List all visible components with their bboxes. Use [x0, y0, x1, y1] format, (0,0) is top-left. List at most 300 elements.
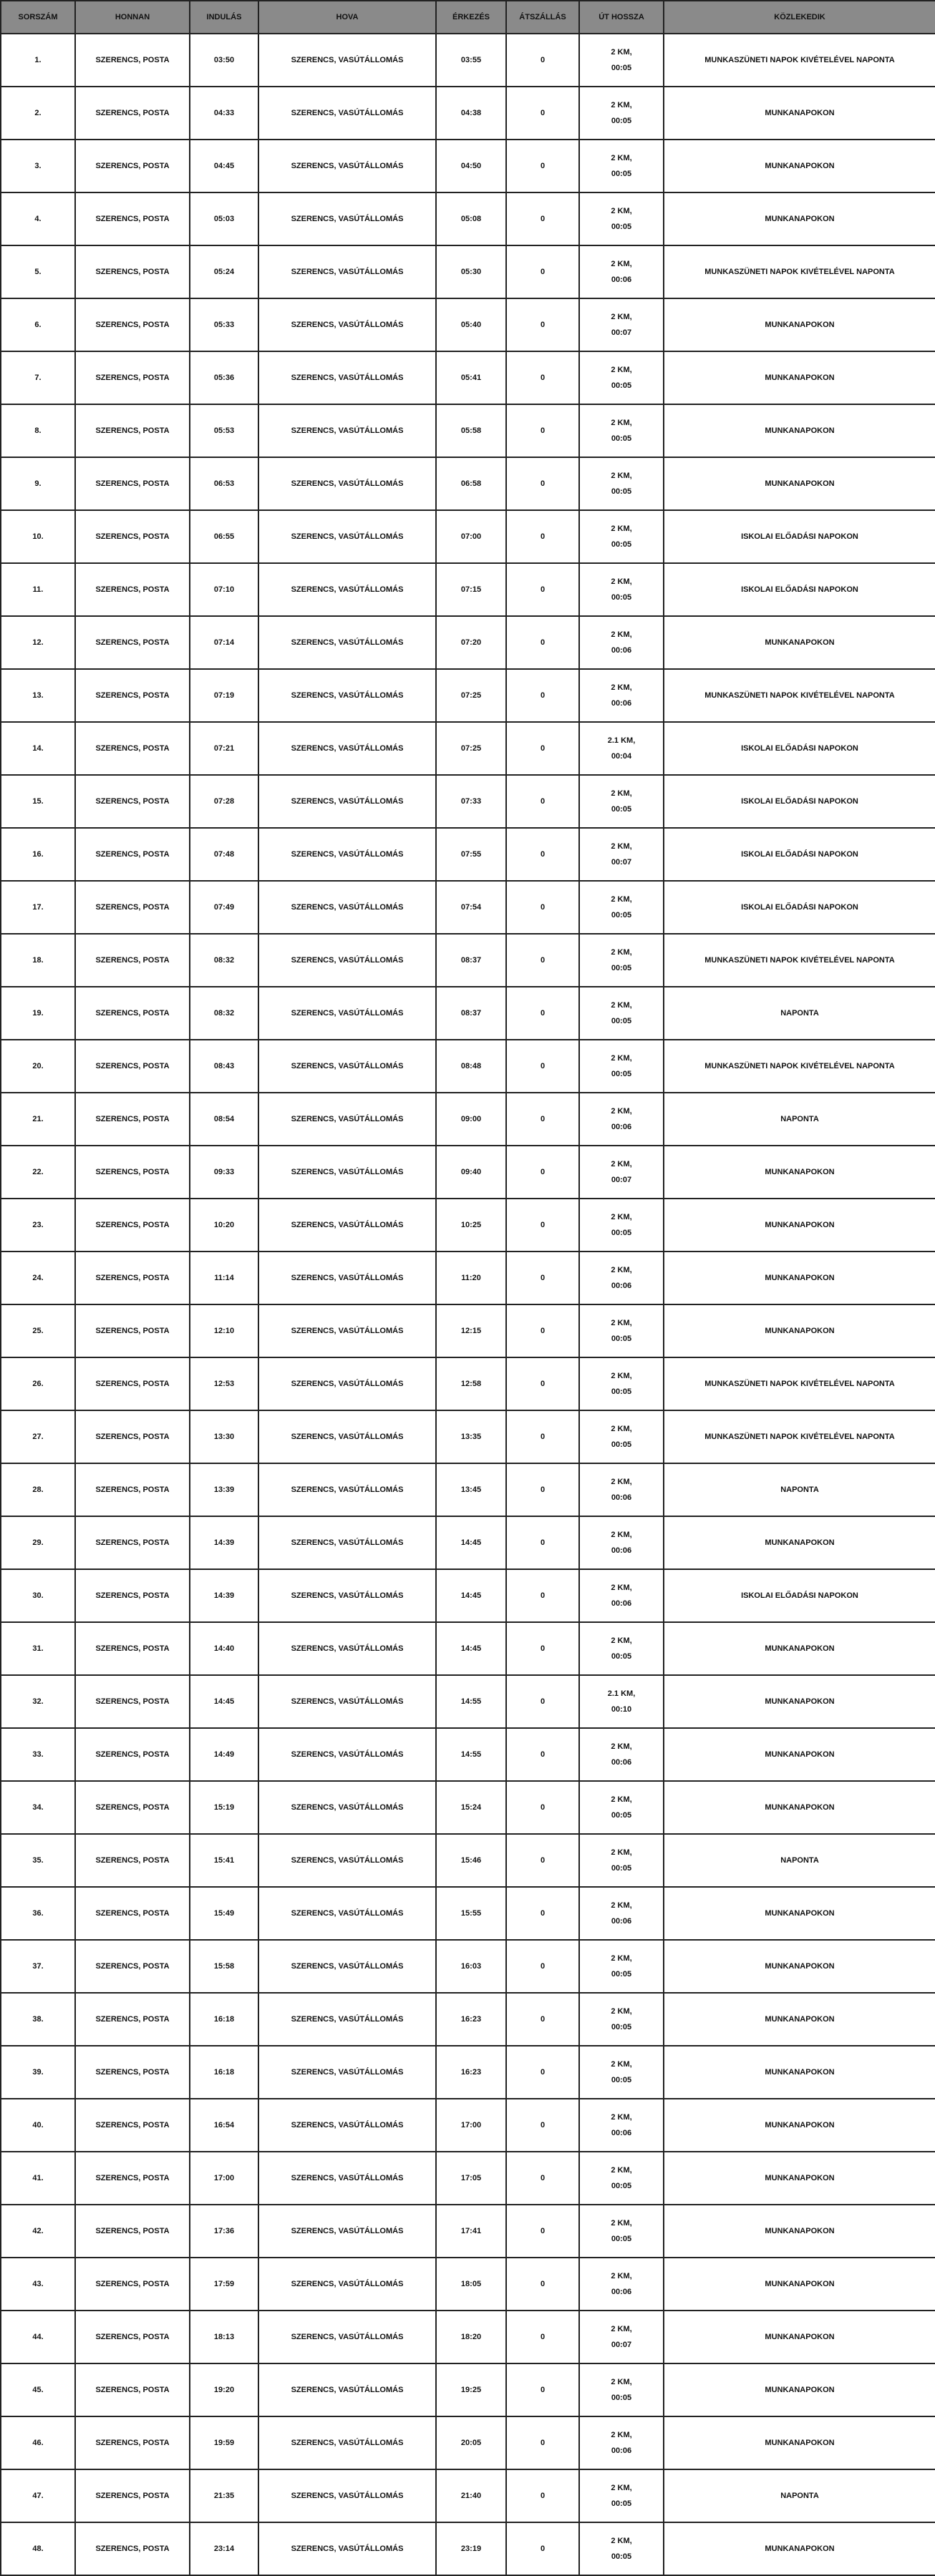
table-row: [1, 1675, 935, 1728]
cell-sorszam: 2.: [1, 87, 75, 140]
cell-erkezes: 13:45: [436, 1463, 506, 1516]
cell-indulas: 08:43: [190, 1040, 258, 1093]
cell-erkezes: 17:41: [436, 2205, 506, 2258]
cell-hova: SZERENCS, VASÚTÁLLOMÁS: [258, 87, 436, 140]
cell-hova: SZERENCS, VASÚTÁLLOMÁS: [258, 669, 436, 722]
cell-atszallas: 0: [506, 1146, 579, 1199]
cell-erkezes: 04:50: [436, 140, 506, 192]
cell-kozlekedik: MUNKANAPOKON: [664, 616, 935, 669]
cell-atszallas: 0: [506, 298, 579, 351]
cell-erkezes: 11:20: [436, 1252, 506, 1304]
cell-indulas: 13:39: [190, 1463, 258, 1516]
cell-indulas: 16:18: [190, 1993, 258, 2046]
cell-erkezes: 17:05: [436, 2152, 506, 2205]
table-row: [1, 1146, 935, 1199]
cell-hova: SZERENCS, VASÚTÁLLOMÁS: [258, 2205, 436, 2258]
table-row: [1, 1569, 935, 1622]
cell-sorszam: 20.: [1, 1040, 75, 1093]
table-row: [1, 669, 935, 722]
cell-atszallas: 0: [506, 1675, 579, 1728]
cell-honnan: SZERENCS, POSTA: [75, 457, 190, 510]
cell-atszallas: 0: [506, 1463, 579, 1516]
cell-honnan: SZERENCS, POSTA: [75, 1622, 190, 1675]
cell-indulas: 10:20: [190, 1199, 258, 1252]
cell-indulas: 05:53: [190, 404, 258, 457]
cell-hova: SZERENCS, VASÚTÁLLOMÁS: [258, 1622, 436, 1675]
cell-hova: SZERENCS, VASÚTÁLLOMÁS: [258, 2099, 436, 2152]
cell-kozlekedik: MUNKANAPOKON: [664, 298, 935, 351]
cell-honnan: SZERENCS, POSTA: [75, 2469, 190, 2522]
table-row: [1, 2205, 935, 2258]
cell-hova: SZERENCS, VASÚTÁLLOMÁS: [258, 2311, 436, 2363]
cell-kozlekedik: MUNKANAPOKON: [664, 404, 935, 457]
cell-sorszam: 27.: [1, 1410, 75, 1463]
cell-kozlekedik: MUNKANAPOKON: [664, 2152, 935, 2205]
table-row: [1, 2099, 935, 2152]
cell-atszallas: 0: [506, 1569, 579, 1622]
cell-atszallas: 0: [506, 1940, 579, 1993]
cell-kozlekedik: ISKOLAI ELŐADÁSI NAPOKON: [664, 828, 935, 881]
table-row: [1, 404, 935, 457]
cell-ut-hossza: 2 KM, 00:05: [579, 881, 664, 934]
table-row: [1, 2469, 935, 2522]
cell-ut-hossza: 2 KM, 00:05: [579, 563, 664, 616]
table-row: [1, 1834, 935, 1887]
cell-indulas: 19:59: [190, 2416, 258, 2469]
cell-sorszam: 24.: [1, 1252, 75, 1304]
cell-ut-hossza: 2 KM, 00:06: [579, 1728, 664, 1781]
cell-ut-hossza: 2 KM, 00:06: [579, 669, 664, 722]
cell-honnan: SZERENCS, POSTA: [75, 2258, 190, 2311]
table-body: [1, 34, 935, 2575]
cell-ut-hossza: 2 KM, 00:05: [579, 2152, 664, 2205]
cell-atszallas: 0: [506, 1993, 579, 2046]
cell-atszallas: 0: [506, 2311, 579, 2363]
cell-kozlekedik: MUNKANAPOKON: [664, 1993, 935, 2046]
cell-erkezes: 12:58: [436, 1357, 506, 1410]
cell-honnan: SZERENCS, POSTA: [75, 245, 190, 298]
cell-atszallas: 0: [506, 1781, 579, 1834]
cell-honnan: SZERENCS, POSTA: [75, 2046, 190, 2099]
cell-atszallas: 0: [506, 1093, 579, 1146]
table-row: [1, 1993, 935, 2046]
cell-atszallas: 0: [506, 1357, 579, 1410]
table-row: [1, 1410, 935, 1463]
table-row: [1, 828, 935, 881]
cell-sorszam: 34.: [1, 1781, 75, 1834]
cell-erkezes: 07:33: [436, 775, 506, 828]
cell-sorszam: 10.: [1, 510, 75, 563]
cell-honnan: SZERENCS, POSTA: [75, 2152, 190, 2205]
cell-kozlekedik: MUNKANAPOKON: [664, 1199, 935, 1252]
cell-hova: SZERENCS, VASÚTÁLLOMÁS: [258, 1569, 436, 1622]
cell-atszallas: 0: [506, 722, 579, 775]
cell-sorszam: 35.: [1, 1834, 75, 1887]
cell-kozlekedik: MUNKANAPOKON: [664, 2416, 935, 2469]
cell-kozlekedik: ISKOLAI ELŐADÁSI NAPOKON: [664, 563, 935, 616]
cell-ut-hossza: 2 KM, 00:07: [579, 298, 664, 351]
cell-indulas: 14:39: [190, 1569, 258, 1622]
cell-honnan: SZERENCS, POSTA: [75, 1675, 190, 1728]
cell-ut-hossza: 2 KM, 00:05: [579, 2363, 664, 2416]
cell-ut-hossza: 2 KM, 00:05: [579, 1834, 664, 1887]
table-row: [1, 1622, 935, 1675]
cell-atszallas: 0: [506, 351, 579, 404]
cell-hova: SZERENCS, VASÚTÁLLOMÁS: [258, 1304, 436, 1357]
cell-ut-hossza: 2 KM, 00:05: [579, 457, 664, 510]
cell-indulas: 05:36: [190, 351, 258, 404]
cell-kozlekedik: ISKOLAI ELŐADÁSI NAPOKON: [664, 775, 935, 828]
cell-erkezes: 16:23: [436, 1993, 506, 2046]
cell-hova: SZERENCS, VASÚTÁLLOMÁS: [258, 616, 436, 669]
cell-erkezes: 14:55: [436, 1728, 506, 1781]
cell-sorszam: 42.: [1, 2205, 75, 2258]
cell-atszallas: 0: [506, 2152, 579, 2205]
cell-sorszam: 44.: [1, 2311, 75, 2363]
cell-indulas: 16:54: [190, 2099, 258, 2152]
cell-indulas: 08:32: [190, 987, 258, 1040]
table-row: [1, 1516, 935, 1569]
cell-indulas: 06:55: [190, 510, 258, 563]
table-row: [1, 1357, 935, 1410]
cell-ut-hossza: 2 KM, 00:05: [579, 2469, 664, 2522]
cell-ut-hossza: 2 KM, 00:05: [579, 87, 664, 140]
cell-kozlekedik: MUNKANAPOKON: [664, 192, 935, 245]
cell-hova: SZERENCS, VASÚTÁLLOMÁS: [258, 404, 436, 457]
cell-honnan: SZERENCS, POSTA: [75, 1410, 190, 1463]
cell-sorszam: 36.: [1, 1887, 75, 1940]
cell-atszallas: 0: [506, 1304, 579, 1357]
table-row: [1, 2046, 935, 2099]
table-row: [1, 298, 935, 351]
header-honnan: HONNAN: [75, 1, 190, 34]
cell-hova: SZERENCS, VASÚTÁLLOMÁS: [258, 1199, 436, 1252]
cell-indulas: 07:14: [190, 616, 258, 669]
cell-ut-hossza: 2 KM, 00:05: [579, 775, 664, 828]
cell-indulas: 05:24: [190, 245, 258, 298]
cell-kozlekedik: MUNKANAPOKON: [664, 1516, 935, 1569]
cell-indulas: 05:33: [190, 298, 258, 351]
cell-erkezes: 14:45: [436, 1516, 506, 1569]
cell-honnan: SZERENCS, POSTA: [75, 1040, 190, 1093]
table-row: [1, 1304, 935, 1357]
cell-indulas: 21:35: [190, 2469, 258, 2522]
cell-atszallas: 0: [506, 1516, 579, 1569]
cell-hova: SZERENCS, VASÚTÁLLOMÁS: [258, 245, 436, 298]
cell-indulas: 05:03: [190, 192, 258, 245]
cell-sorszam: 21.: [1, 1093, 75, 1146]
cell-atszallas: 0: [506, 34, 579, 87]
cell-ut-hossza: 2 KM, 00:05: [579, 1357, 664, 1410]
cell-kozlekedik: MUNKANAPOKON: [664, 1304, 935, 1357]
cell-ut-hossza: 2 KM, 00:06: [579, 1887, 664, 1940]
cell-sorszam: 28.: [1, 1463, 75, 1516]
cell-kozlekedik: MUNKANAPOKON: [664, 1622, 935, 1675]
cell-hova: SZERENCS, VASÚTÁLLOMÁS: [258, 828, 436, 881]
table-row: [1, 245, 935, 298]
table-row: [1, 2152, 935, 2205]
cell-hova: SZERENCS, VASÚTÁLLOMÁS: [258, 192, 436, 245]
cell-honnan: SZERENCS, POSTA: [75, 2099, 190, 2152]
table-row: [1, 881, 935, 934]
cell-sorszam: 8.: [1, 404, 75, 457]
cell-erkezes: 08:37: [436, 934, 506, 987]
header-indulas: INDULÁS: [190, 1, 258, 34]
cell-hova: SZERENCS, VASÚTÁLLOMÁS: [258, 2522, 436, 2575]
cell-ut-hossza: 2 KM, 00:06: [579, 2258, 664, 2311]
cell-indulas: 09:33: [190, 1146, 258, 1199]
cell-ut-hossza: 2 KM, 00:05: [579, 351, 664, 404]
cell-hova: SZERENCS, VASÚTÁLLOMÁS: [258, 2046, 436, 2099]
cell-honnan: SZERENCS, POSTA: [75, 1093, 190, 1146]
cell-indulas: 07:48: [190, 828, 258, 881]
cell-indulas: 18:13: [190, 2311, 258, 2363]
cell-sorszam: 14.: [1, 722, 75, 775]
cell-ut-hossza: 2 KM, 00:05: [579, 1304, 664, 1357]
cell-erkezes: 15:24: [436, 1781, 506, 1834]
table-row: [1, 1887, 935, 1940]
cell-erkezes: 05:40: [436, 298, 506, 351]
cell-ut-hossza: 2 KM, 00:07: [579, 1146, 664, 1199]
cell-erkezes: 15:46: [436, 1834, 506, 1887]
table-row: [1, 2258, 935, 2311]
cell-sorszam: 29.: [1, 1516, 75, 1569]
table-row: [1, 34, 935, 87]
cell-kozlekedik: MUNKASZÜNETI NAPOK KIVÉTELÉVEL NAPONTA: [664, 245, 935, 298]
cell-sorszam: 11.: [1, 563, 75, 616]
cell-hova: SZERENCS, VASÚTÁLLOMÁS: [258, 1834, 436, 1887]
cell-kozlekedik: NAPONTA: [664, 1834, 935, 1887]
cell-honnan: SZERENCS, POSTA: [75, 351, 190, 404]
cell-indulas: 15:58: [190, 1940, 258, 1993]
cell-atszallas: 0: [506, 87, 579, 140]
cell-ut-hossza: 2.1 KM, 00:04: [579, 722, 664, 775]
header-sorszam: SORSZÁM: [1, 1, 75, 34]
cell-erkezes: 08:37: [436, 987, 506, 1040]
table-row: [1, 2416, 935, 2469]
cell-atszallas: 0: [506, 881, 579, 934]
cell-hova: SZERENCS, VASÚTÁLLOMÁS: [258, 881, 436, 934]
cell-honnan: SZERENCS, POSTA: [75, 1516, 190, 1569]
cell-hova: SZERENCS, VASÚTÁLLOMÁS: [258, 1887, 436, 1940]
cell-sorszam: 37.: [1, 1940, 75, 1993]
table-row: [1, 987, 935, 1040]
cell-sorszam: 32.: [1, 1675, 75, 1728]
cell-kozlekedik: NAPONTA: [664, 1463, 935, 1516]
cell-kozlekedik: ISKOLAI ELŐADÁSI NAPOKON: [664, 722, 935, 775]
cell-erkezes: 17:00: [436, 2099, 506, 2152]
cell-atszallas: 0: [506, 1410, 579, 1463]
cell-honnan: SZERENCS, POSTA: [75, 1357, 190, 1410]
cell-honnan: SZERENCS, POSTA: [75, 1781, 190, 1834]
cell-erkezes: 08:48: [436, 1040, 506, 1093]
cell-kozlekedik: MUNKANAPOKON: [664, 2363, 935, 2416]
cell-erkezes: 05:41: [436, 351, 506, 404]
cell-honnan: SZERENCS, POSTA: [75, 1146, 190, 1199]
cell-atszallas: 0: [506, 563, 579, 616]
cell-kozlekedik: MUNKANAPOKON: [664, 1940, 935, 1993]
cell-ut-hossza: 2 KM, 00:05: [579, 2046, 664, 2099]
cell-hova: SZERENCS, VASÚTÁLLOMÁS: [258, 2363, 436, 2416]
cell-honnan: SZERENCS, POSTA: [75, 987, 190, 1040]
table-row: [1, 2363, 935, 2416]
header-hova: HOVA: [258, 1, 436, 34]
cell-atszallas: 0: [506, 510, 579, 563]
cell-honnan: SZERENCS, POSTA: [75, 34, 190, 87]
cell-atszallas: 0: [506, 1728, 579, 1781]
cell-honnan: SZERENCS, POSTA: [75, 722, 190, 775]
cell-indulas: 08:32: [190, 934, 258, 987]
header-atszallas: ÁTSZÁLLÁS: [506, 1, 579, 34]
cell-erkezes: 07:15: [436, 563, 506, 616]
cell-indulas: 04:45: [190, 140, 258, 192]
cell-erkezes: 05:58: [436, 404, 506, 457]
cell-hova: SZERENCS, VASÚTÁLLOMÁS: [258, 2152, 436, 2205]
cell-hova: SZERENCS, VASÚTÁLLOMÁS: [258, 510, 436, 563]
cell-honnan: SZERENCS, POSTA: [75, 2311, 190, 2363]
cell-sorszam: 30.: [1, 1569, 75, 1622]
cell-erkezes: 07:20: [436, 616, 506, 669]
cell-honnan: SZERENCS, POSTA: [75, 1304, 190, 1357]
cell-erkezes: 07:25: [436, 669, 506, 722]
cell-indulas: 11:14: [190, 1252, 258, 1304]
cell-ut-hossza: 2.1 KM, 00:10: [579, 1675, 664, 1728]
cell-hova: SZERENCS, VASÚTÁLLOMÁS: [258, 934, 436, 987]
cell-ut-hossza: 2 KM, 00:06: [579, 616, 664, 669]
cell-sorszam: 18.: [1, 934, 75, 987]
cell-kozlekedik: MUNKASZÜNETI NAPOK KIVÉTELÉVEL NAPONTA: [664, 1040, 935, 1093]
cell-erkezes: 09:40: [436, 1146, 506, 1199]
cell-ut-hossza: 2 KM, 00:05: [579, 34, 664, 87]
cell-indulas: 07:49: [190, 881, 258, 934]
cell-ut-hossza: 2 KM, 00:05: [579, 987, 664, 1040]
cell-honnan: SZERENCS, POSTA: [75, 298, 190, 351]
cell-ut-hossza: 2 KM, 00:07: [579, 2311, 664, 2363]
cell-indulas: 14:49: [190, 1728, 258, 1781]
cell-atszallas: 0: [506, 2258, 579, 2311]
cell-honnan: SZERENCS, POSTA: [75, 140, 190, 192]
cell-hova: SZERENCS, VASÚTÁLLOMÁS: [258, 1093, 436, 1146]
cell-kozlekedik: NAPONTA: [664, 1093, 935, 1146]
cell-ut-hossza: 2 KM, 00:05: [579, 934, 664, 987]
cell-sorszam: 23.: [1, 1199, 75, 1252]
cell-hova: SZERENCS, VASÚTÁLLOMÁS: [258, 1940, 436, 1993]
cell-ut-hossza: 2 KM, 00:05: [579, 1622, 664, 1675]
cell-honnan: SZERENCS, POSTA: [75, 563, 190, 616]
cell-atszallas: 0: [506, 457, 579, 510]
cell-indulas: 17:59: [190, 2258, 258, 2311]
cell-kozlekedik: MUNKANAPOKON: [664, 1728, 935, 1781]
cell-hova: SZERENCS, VASÚTÁLLOMÁS: [258, 775, 436, 828]
cell-sorszam: 33.: [1, 1728, 75, 1781]
cell-atszallas: 0: [506, 2363, 579, 2416]
cell-kozlekedik: MUNKANAPOKON: [664, 1887, 935, 1940]
cell-honnan: SZERENCS, POSTA: [75, 1834, 190, 1887]
cell-erkezes: 12:15: [436, 1304, 506, 1357]
cell-sorszam: 6.: [1, 298, 75, 351]
table-row: [1, 1781, 935, 1834]
cell-atszallas: 0: [506, 987, 579, 1040]
cell-kozlekedik: MUNKASZÜNETI NAPOK KIVÉTELÉVEL NAPONTA: [664, 1357, 935, 1410]
cell-erkezes: 09:00: [436, 1093, 506, 1146]
cell-sorszam: 39.: [1, 2046, 75, 2099]
cell-ut-hossza: 2 KM, 00:06: [579, 2416, 664, 2469]
cell-indulas: 08:54: [190, 1093, 258, 1146]
cell-atszallas: 0: [506, 2469, 579, 2522]
cell-hova: SZERENCS, VASÚTÁLLOMÁS: [258, 1146, 436, 1199]
cell-ut-hossza: 2 KM, 00:05: [579, 2205, 664, 2258]
cell-indulas: 15:19: [190, 1781, 258, 1834]
cell-indulas: 17:36: [190, 2205, 258, 2258]
cell-kozlekedik: MUNKANAPOKON: [664, 1146, 935, 1199]
table-row: [1, 1940, 935, 1993]
cell-hova: SZERENCS, VASÚTÁLLOMÁS: [258, 2258, 436, 2311]
table-row: [1, 616, 935, 669]
cell-sorszam: 12.: [1, 616, 75, 669]
cell-sorszam: 26.: [1, 1357, 75, 1410]
table-row: [1, 2522, 935, 2575]
cell-honnan: SZERENCS, POSTA: [75, 510, 190, 563]
cell-indulas: 04:33: [190, 87, 258, 140]
cell-honnan: SZERENCS, POSTA: [75, 669, 190, 722]
cell-ut-hossza: 2 KM, 00:05: [579, 510, 664, 563]
cell-kozlekedik: ISKOLAI ELŐADÁSI NAPOKON: [664, 1569, 935, 1622]
cell-atszallas: 0: [506, 2099, 579, 2152]
cell-ut-hossza: 2 KM, 00:05: [579, 1199, 664, 1252]
cell-kozlekedik: NAPONTA: [664, 987, 935, 1040]
cell-atszallas: 0: [506, 1040, 579, 1093]
table-row: [1, 775, 935, 828]
cell-ut-hossza: 2 KM, 00:06: [579, 1516, 664, 1569]
cell-hova: SZERENCS, VASÚTÁLLOMÁS: [258, 1728, 436, 1781]
cell-erkezes: 16:03: [436, 1940, 506, 1993]
cell-ut-hossza: 2 KM, 00:06: [579, 1252, 664, 1304]
cell-erkezes: 15:55: [436, 1887, 506, 1940]
cell-erkezes: 06:58: [436, 457, 506, 510]
cell-sorszam: 45.: [1, 2363, 75, 2416]
cell-honnan: SZERENCS, POSTA: [75, 1728, 190, 1781]
cell-erkezes: 05:30: [436, 245, 506, 298]
table-row: [1, 1199, 935, 1252]
cell-sorszam: 43.: [1, 2258, 75, 2311]
cell-erkezes: 07:54: [436, 881, 506, 934]
cell-atszallas: 0: [506, 934, 579, 987]
cell-sorszam: 22.: [1, 1146, 75, 1199]
cell-honnan: SZERENCS, POSTA: [75, 192, 190, 245]
table-row: [1, 457, 935, 510]
table-row: [1, 140, 935, 192]
cell-kozlekedik: MUNKANAPOKON: [664, 2205, 935, 2258]
cell-kozlekedik: MUNKANAPOKON: [664, 87, 935, 140]
cell-honnan: SZERENCS, POSTA: [75, 1569, 190, 1622]
cell-honnan: SZERENCS, POSTA: [75, 2416, 190, 2469]
cell-kozlekedik: MUNKASZÜNETI NAPOK KIVÉTELÉVEL NAPONTA: [664, 669, 935, 722]
header-row: [1, 1, 935, 34]
cell-atszallas: 0: [506, 1252, 579, 1304]
cell-hova: SZERENCS, VASÚTÁLLOMÁS: [258, 1040, 436, 1093]
table-row: [1, 1463, 935, 1516]
cell-erkezes: 18:05: [436, 2258, 506, 2311]
cell-indulas: 16:18: [190, 2046, 258, 2099]
cell-kozlekedik: MUNKASZÜNETI NAPOK KIVÉTELÉVEL NAPONTA: [664, 934, 935, 987]
table-row: [1, 2311, 935, 2363]
cell-hova: SZERENCS, VASÚTÁLLOMÁS: [258, 1410, 436, 1463]
cell-sorszam: 41.: [1, 2152, 75, 2205]
cell-indulas: 03:50: [190, 34, 258, 87]
cell-atszallas: 0: [506, 245, 579, 298]
cell-ut-hossza: 2 KM, 00:05: [579, 1940, 664, 1993]
cell-sorszam: 15.: [1, 775, 75, 828]
